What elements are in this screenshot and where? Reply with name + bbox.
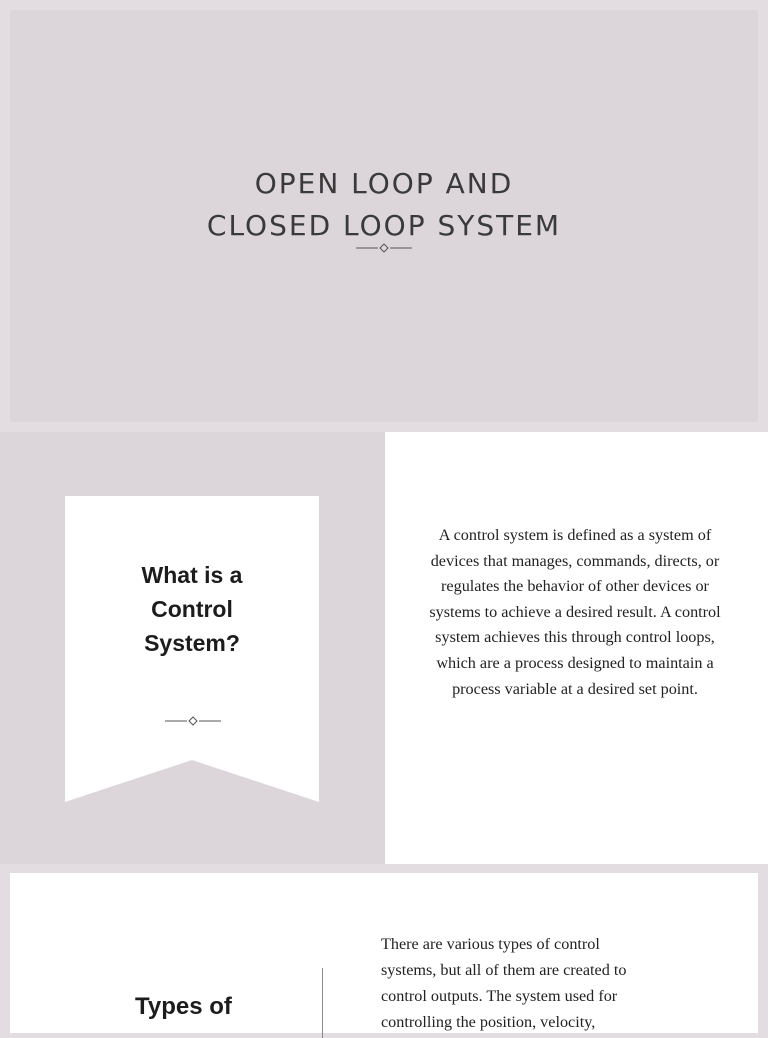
types-line: systems, but all of them are created to xyxy=(381,961,627,979)
title-line: OPEN LOOP AND xyxy=(254,167,514,200)
control-system-slide-left xyxy=(0,432,385,864)
types-slide xyxy=(10,873,758,1033)
types-line: controlling the position, velocity, xyxy=(381,1013,596,1031)
diamond-divider-icon xyxy=(165,715,221,727)
control-system-heading xyxy=(65,558,319,660)
control-system-definition: A control system is defined as a system of devices that manages, commands, directs, or regulates the behavior of other devices or systems to achieve a desired result. A control system achieves this through control loops, which are a process designed to maintain a process variable at a desired set point. xyxy=(429,526,721,698)
title-slide xyxy=(10,10,758,422)
types-description xyxy=(381,931,701,1035)
diamond-divider-icon xyxy=(356,242,412,254)
title-line: CLOSED LOOP SYSTEM xyxy=(206,209,562,242)
control-system-slide-right xyxy=(385,432,768,864)
heading-line: Control xyxy=(151,596,233,622)
types-line: control outputs. The system used for xyxy=(381,987,618,1005)
heading-line: What is a xyxy=(141,562,243,588)
heading-line: System? xyxy=(144,630,240,656)
types-heading: Types of xyxy=(135,993,232,1020)
heading-banner xyxy=(65,496,319,802)
slide-title xyxy=(10,163,758,247)
types-line: There are various types of control xyxy=(381,935,600,953)
vertical-divider xyxy=(322,968,323,1038)
